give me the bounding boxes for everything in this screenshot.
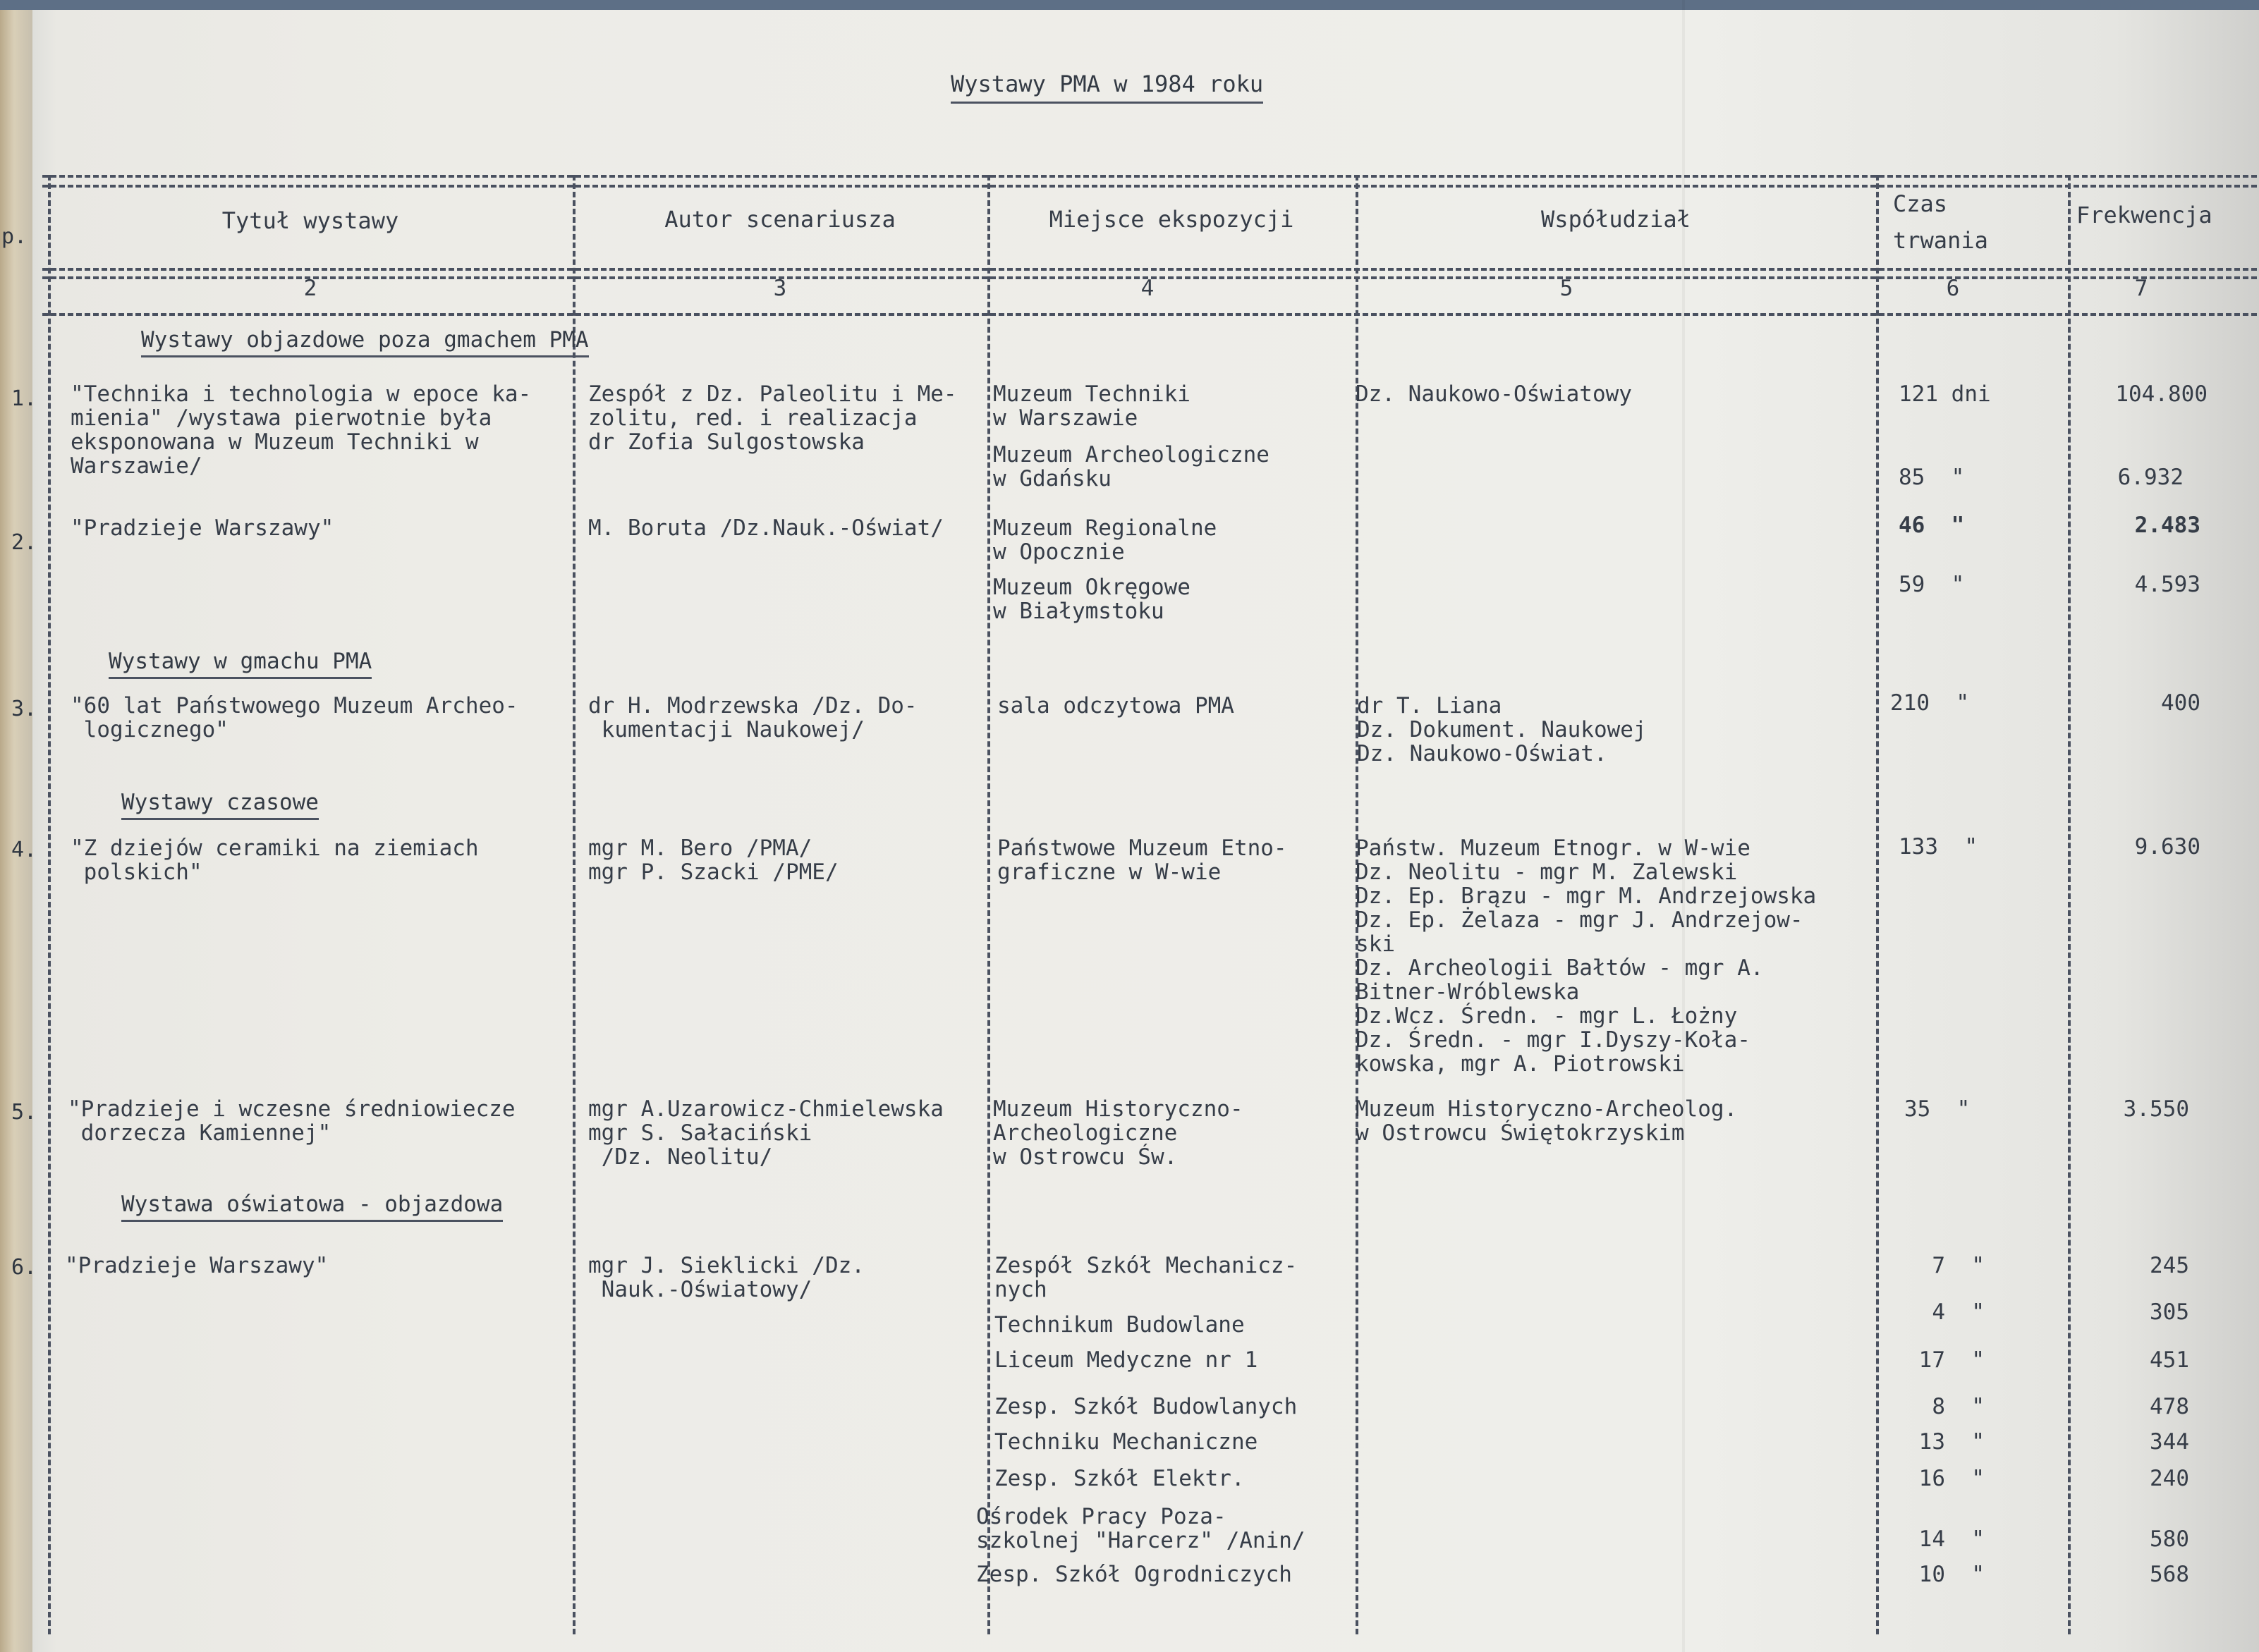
venue: Zesp. Szkół Ogrodniczych [976, 1562, 1292, 1587]
header-duration: Czas [1893, 190, 1948, 217]
header-rule [42, 268, 2257, 271]
column-rule [573, 175, 576, 1634]
duration: 14 " [1918, 1526, 1985, 1552]
exhibition-title: "Technika i technologia w epoce ka- mienia" /wystawa pierwotnie była eksponowana w Muzeum Techniki w Warszawie/ [71, 381, 532, 479]
author: mgr J. Sieklicki /Dz. Nauk.-Oświatowy/ [588, 1253, 865, 1302]
exhibition-title: "Z dziejów ceramiki na ziemiach polskich" [71, 836, 479, 885]
header-place: Miejsce ekspozycji [1049, 206, 1294, 233]
attendance: 400 [2161, 690, 2200, 716]
duration: 85 " [1899, 465, 1965, 490]
duration: 8 " [1932, 1394, 1985, 1419]
venue: Muzeum Regionalne w Opocznie [993, 515, 1217, 565]
attendance: 2.483 [2134, 513, 2200, 538]
attendance: 9.630 [2134, 834, 2200, 859]
venue: Muzeum Okręgowe w Białymstoku [993, 575, 1191, 624]
venue: Państwowe Muzeum Etno- graficzne w W-wie [997, 836, 1287, 885]
section-heading: Wystawy czasowe [121, 790, 319, 820]
author: mgr M. Bero /PMA/ mgr P. Szacki /PME/ [588, 836, 839, 885]
attendance: 451 [2150, 1347, 2189, 1373]
attendance: 478 [2150, 1394, 2189, 1419]
column-number: 6 [1946, 276, 1960, 301]
venue: Techniku Mechaniczne [994, 1429, 1258, 1455]
cooperation: Muzeum Historyczno-Archeolog. w Ostrowcu Świętokrzyskim [1356, 1096, 1738, 1146]
edge-mark: p. [1, 224, 28, 249]
venue: Zesp. Szkół Budowlanych [994, 1394, 1298, 1419]
column-number: 5 [1559, 276, 1573, 301]
duration: 133 " [1899, 834, 1978, 859]
page-title: Wystawy PMA w 1984 roku [951, 71, 1263, 104]
exhibition-title: "Pradzieje i wczesne średniowiecze dorzecza Kamiennej" [68, 1096, 516, 1146]
section-heading: Wystawa oświatowa - objazdowa [121, 1192, 503, 1222]
duration: 59 " [1899, 572, 1965, 597]
duration: 17 " [1918, 1347, 1985, 1373]
venue: Ośrodek Pracy Poza- szkolnej "Harcerz" /Anin/ [976, 1504, 1305, 1553]
duration: 10 " [1918, 1562, 1985, 1587]
attendance: 344 [2150, 1429, 2189, 1455]
duration: 16 " [1918, 1466, 1985, 1491]
top-edge [0, 0, 2259, 10]
duration: 35 " [1904, 1096, 1971, 1122]
section-heading: Wystawy w gmachu PMA [109, 649, 372, 679]
paper-fold [1682, 0, 1685, 1652]
author: M. Boruta /Dz.Nauk.-Oświat/ [588, 515, 944, 541]
cooperation: dr T. Liana Dz. Dokument. Naukowej Dz. Naukowo-Oświat. [1357, 693, 1647, 766]
venue: sala odczytowa PMA [997, 693, 1234, 718]
venue: Muzeum Techniki w Warszawie [993, 381, 1191, 431]
venue: Zesp. Szkół Elektr. [994, 1466, 1245, 1491]
author: mgr A.Uzarowicz-Chmielewska mgr S. Sałaciński /Dz. Neolitu/ [588, 1096, 944, 1170]
attendance: 245 [2150, 1253, 2189, 1278]
column-rule [48, 175, 51, 1634]
exhibition-title: "60 lat Państwowego Muzeum Archeo- logicznego" [71, 693, 518, 742]
edge-mark: 2. [11, 530, 37, 555]
edge-mark: 3. [11, 697, 37, 721]
attendance: 568 [2150, 1562, 2189, 1587]
header-author: Autor scenariusza [664, 206, 896, 233]
cooperation: Państw. Muzeum Etnogr. w W-wie Dz. Neolitu - mgr M. Zalewski Dz. Ep. Brązu - mgr M. Andrzejowska Dz. Ep. Żelaza - mgr J. Andrzejow- ski Dz. Archeologii Bałtów - mgr A. Bitner-Wróblewska Dz.Wcz. Średn. - mgr L. Łożny Dz. Średn. - mgr I.Dyszy-Koła- kowska, mgr A. Piotrowski [1356, 836, 1817, 1077]
author: dr H. Modrzewska /Dz. Do- kumentacji Naukowej/ [588, 693, 918, 742]
exhibition-title: "Pradzieje Warszawy" [71, 515, 334, 541]
author: Zespół z Dz. Paleolitu i Me- zolitu, red. i realizacja dr Zofia Sulgostowska [588, 381, 957, 455]
number-row-rule [42, 313, 2257, 316]
section-heading: Wystawy objazdowe poza gmachem PMA [141, 327, 589, 357]
duration: 210 " [1890, 690, 1969, 716]
duration: 13 " [1918, 1429, 1985, 1455]
exhibition-title: "Pradzieje Warszawy" [65, 1253, 329, 1278]
column-number: 4 [1140, 276, 1155, 301]
attendance: 4.593 [2134, 572, 2200, 597]
duration: 7 " [1932, 1253, 1985, 1278]
duration: 121 dni [1899, 381, 1991, 407]
attendance: 305 [2150, 1299, 2189, 1325]
header-cooperation: Współudział [1541, 206, 1691, 233]
duration: 46 " [1899, 513, 1965, 538]
column-number: 2 [303, 276, 317, 301]
column-number: 7 [2134, 276, 2148, 301]
venue: Zespół Szkół Mechanicz- nych [994, 1253, 1298, 1302]
attendance: 240 [2150, 1466, 2189, 1491]
edge-mark: 1. [11, 386, 37, 411]
attendance: 580 [2150, 1526, 2189, 1552]
edge-mark: 6. [11, 1255, 37, 1280]
column-number: 3 [773, 276, 787, 301]
duration: 4 " [1932, 1299, 1985, 1325]
header-duration: trwania [1893, 227, 1988, 254]
attendance: 3.550 [2123, 1096, 2189, 1122]
column-rule [2068, 175, 2071, 1634]
attendance: 104.800 [2115, 381, 2208, 407]
venue: Liceum Medyczne nr 1 [994, 1347, 1258, 1373]
column-rule [987, 175, 990, 1634]
table-top-rule [42, 175, 2257, 178]
attendance: 6.932 [2117, 465, 2184, 490]
table-top-rule [42, 185, 2257, 188]
venue: Technikum Budowlane [994, 1312, 1245, 1338]
edge-mark: 5. [11, 1100, 37, 1125]
cooperation: Dz. Naukowo-Oświatowy [1356, 381, 1632, 407]
venue: Muzeum Historyczno- Archeologiczne w Ostrowcu Św. [993, 1096, 1243, 1170]
header-attendance: Frekwencja [2076, 202, 2212, 228]
venue: Muzeum Archeologiczne w Gdańsku [993, 442, 1269, 491]
header-title: Tytuł wystawy [221, 207, 399, 234]
edge-mark: 4. [11, 838, 37, 862]
